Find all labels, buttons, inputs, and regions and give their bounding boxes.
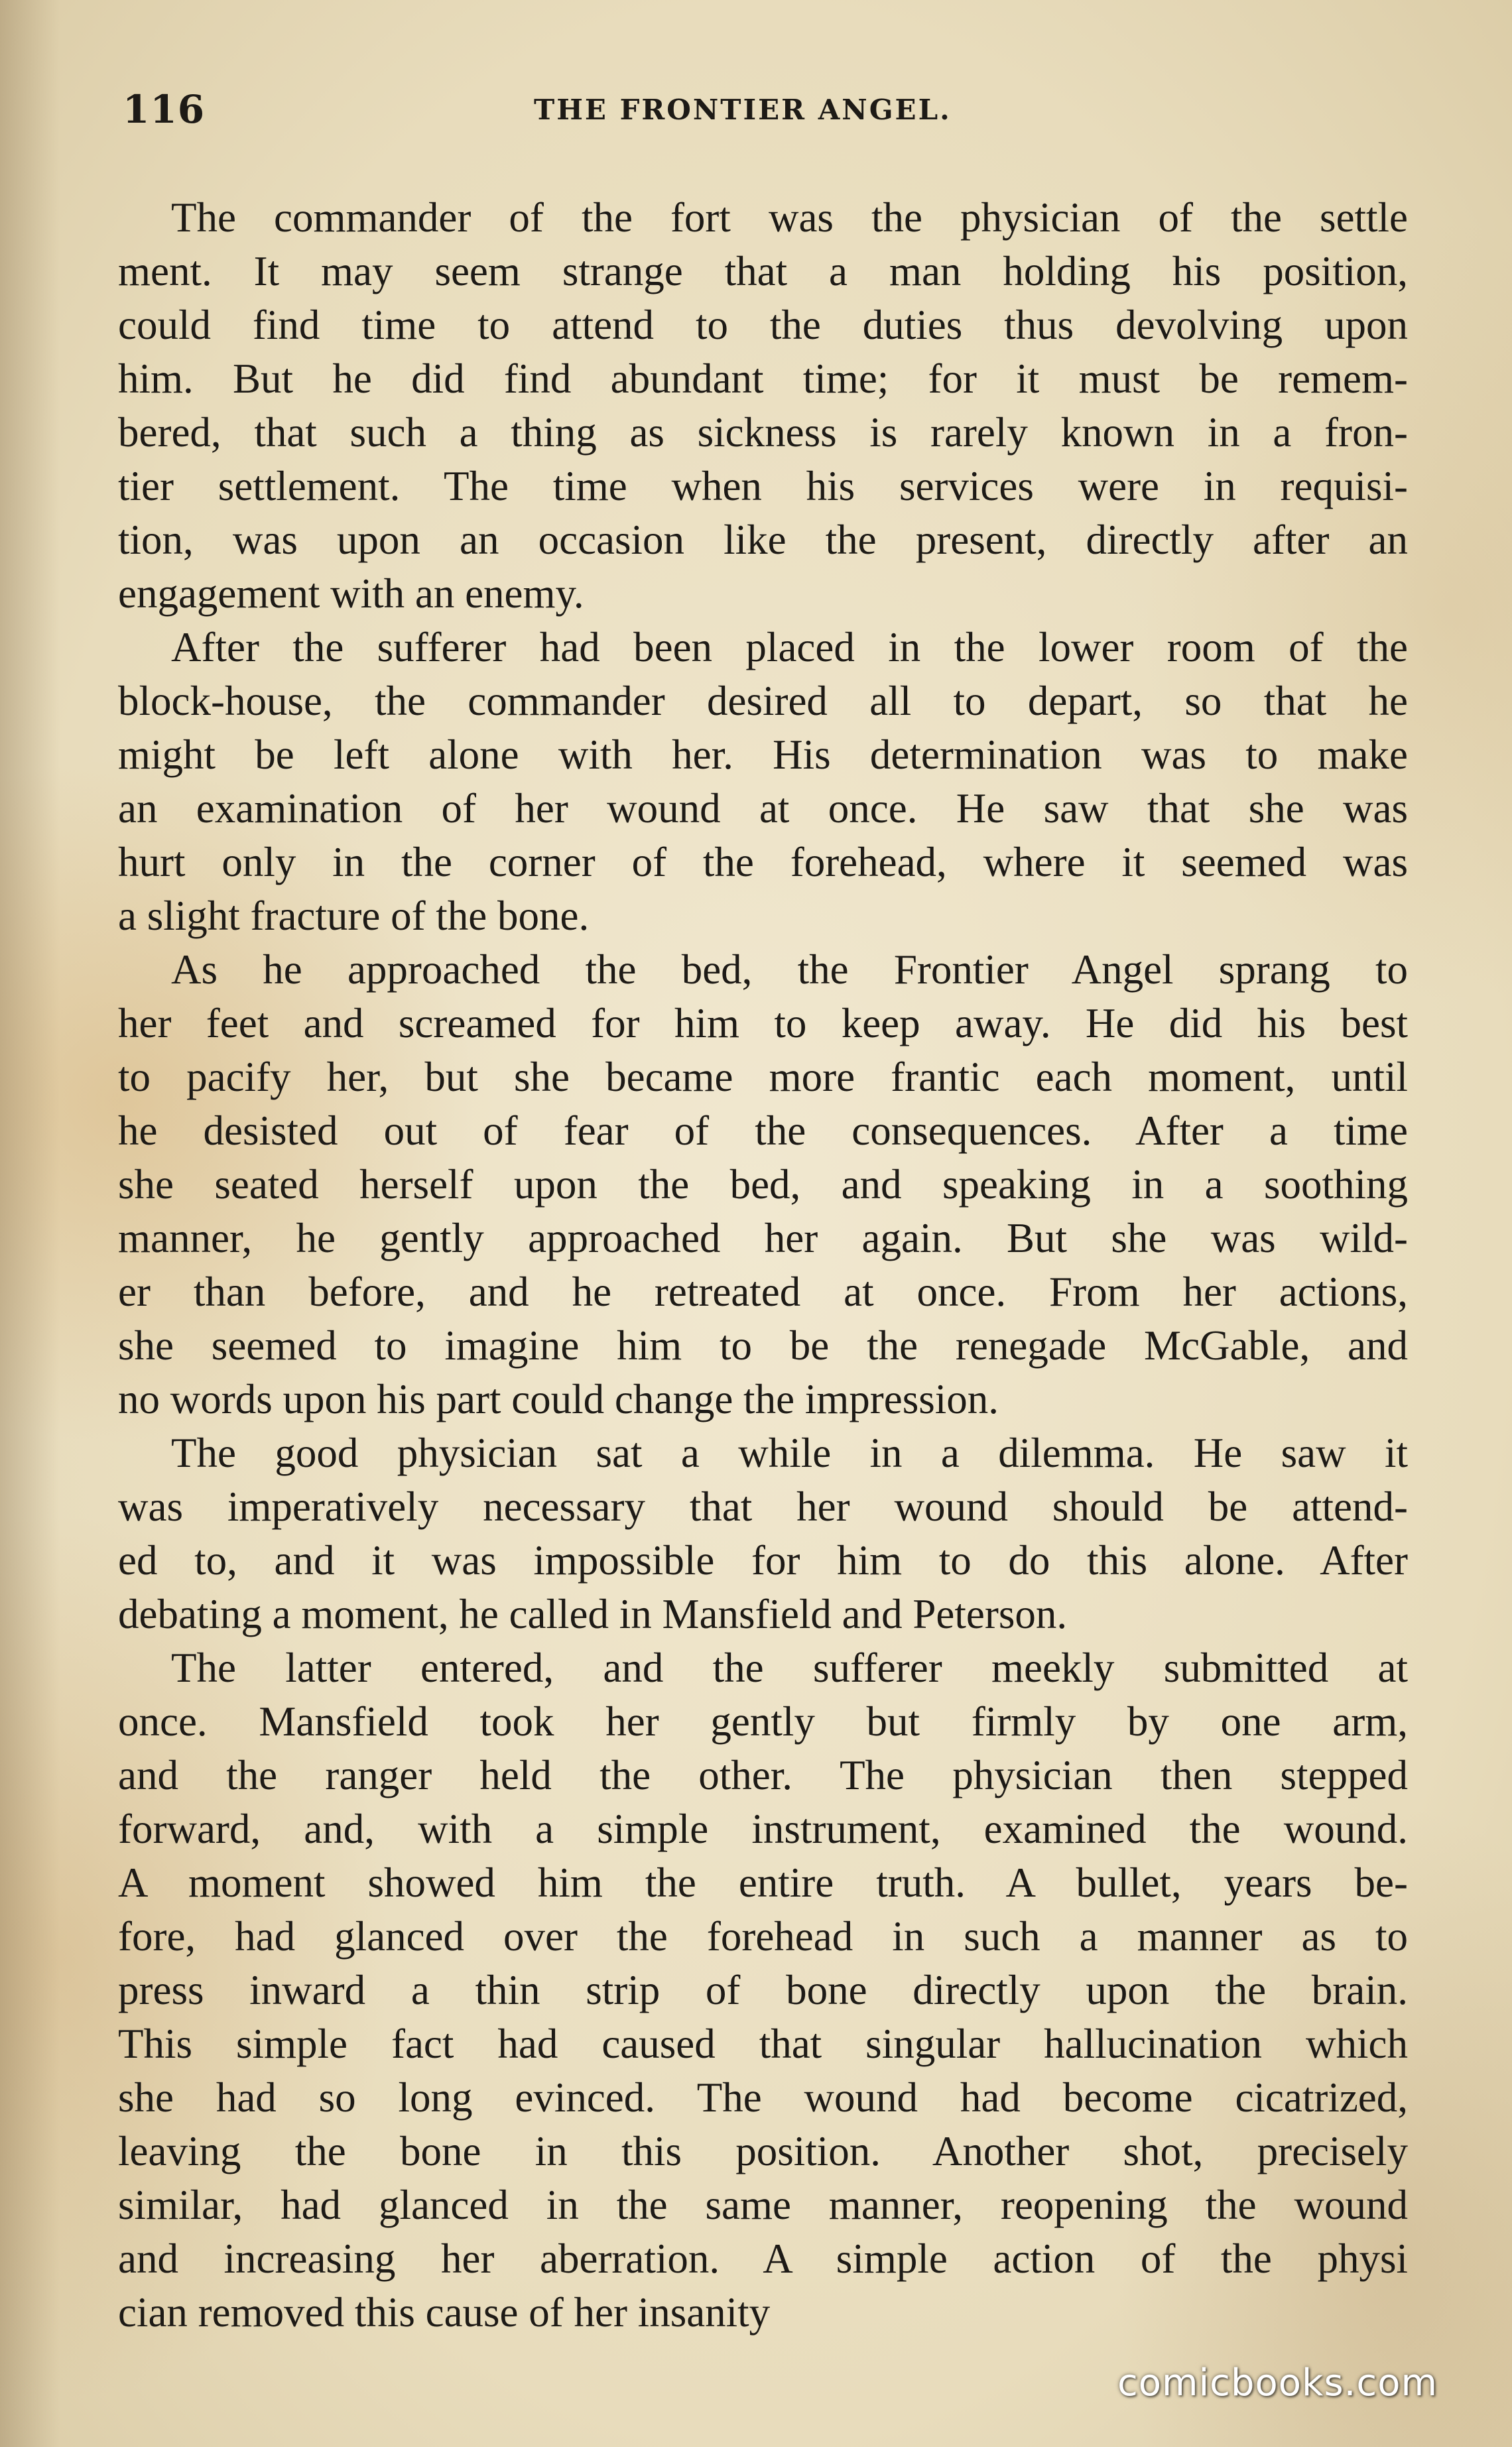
text-line: to pacify her, but she became more frantic each moment, until — [118, 1054, 1408, 1100]
text-line: tier settlement. The time when his services were in requisi- — [118, 463, 1408, 509]
text-line: he desisted out of fear of the consequences. After a time — [118, 1107, 1408, 1154]
text-line: ed to, and it was impossible for him to do this alone. After — [118, 1537, 1408, 1584]
text-line: The commander of the fort was the physician of the settle — [171, 194, 1408, 241]
text-line: This simple fact had caused that singular hallucination which — [118, 2021, 1408, 2067]
text-line: she had so long evinced. The wound had become cicatrized, — [118, 2074, 1408, 2121]
text-line: manner, he gently approached her again. But she was wild- — [118, 1215, 1408, 1261]
running-head: THE FRONTIER ANGEL. — [534, 94, 952, 126]
text-line: debating a moment, he called in Mansfield and Peterson. — [118, 1591, 1068, 1637]
text-line: bered, that such a thing as sickness is rarely known in a fron- — [118, 409, 1408, 456]
text-line: A moment showed him the entire truth. A bullet, years be- — [118, 1859, 1408, 1906]
text-line: him. But he did find abundant time; for it must be remem- — [118, 355, 1408, 402]
text-line: was imperatively necessary that her wound should be attend- — [118, 1483, 1408, 1530]
page-header — [123, 83, 1413, 136]
text-line: tion, was upon an occasion like the present, directly after an — [118, 517, 1408, 563]
text-line: press inward a thin strip of bone directly upon the brain. — [118, 1967, 1408, 2013]
text-line: leaving the bone in this position. Another shot, precisely — [118, 2128, 1408, 2174]
text-line: might be left alone with her. His determination was to make — [118, 731, 1408, 778]
text-line: fore, had glanced over the forehead in such a manner as to — [118, 1913, 1408, 1960]
text-line: As he approached the bed, the Frontier Angel sprang to — [171, 946, 1408, 993]
text-line: could find time to attend to the duties thus devolving upon — [118, 302, 1408, 348]
text-line: forward, and, with a simple instrument, examined the wound. — [118, 1806, 1408, 1852]
text-line: engagement with an enemy. — [118, 570, 584, 617]
page-number: 116 — [123, 87, 206, 132]
text-line: similar, had glanced in the same manner, reopening the wound — [118, 2182, 1408, 2228]
text-line: cian removed this cause of her insanity — [118, 2289, 771, 2336]
body-text — [118, 191, 1408, 2340]
text-line: and the ranger held the other. The physician then stepped — [118, 1752, 1408, 1798]
text-line: er than before, and he retreated at once. From her actions, — [118, 1269, 1408, 1315]
text-line: once. Mansfield took her gently but firmly by one arm, — [118, 1698, 1408, 1745]
text-line: an examination of her wound at once. He saw that she was — [118, 785, 1408, 832]
text-line: she seated herself upon the bed, and speaking in a soothing — [118, 1161, 1408, 1208]
text-line: a slight fracture of the bone. — [118, 893, 590, 939]
text-line: hurt only in the corner of the forehead, where it seemed was — [118, 839, 1408, 885]
text-line: her feet and screamed for him to keep away. He did his best — [118, 1000, 1408, 1046]
text-line: After the sufferer had been placed in the lower room of the — [171, 624, 1408, 670]
text-line: block-house, the commander desired all to depart, so that he — [118, 678, 1408, 724]
text-line: ment. It may seem strange that a man holding his position, — [118, 248, 1408, 294]
text-line: The good physician sat a while in a dilemma. He saw it — [171, 1430, 1408, 1476]
watermark: comicbooks.com — [1117, 2361, 1438, 2405]
text-line: she seemed to imagine him to be the renegade McGable, and — [118, 1322, 1408, 1369]
text-line: and increasing her aberration. A simple action of the physi — [118, 2235, 1408, 2282]
text-line: no words upon his part could change the impression. — [118, 1376, 999, 1422]
page-edge-shadow — [0, 0, 60, 2447]
text-line: The latter entered, and the sufferer meekly submitted at — [171, 1645, 1408, 1691]
